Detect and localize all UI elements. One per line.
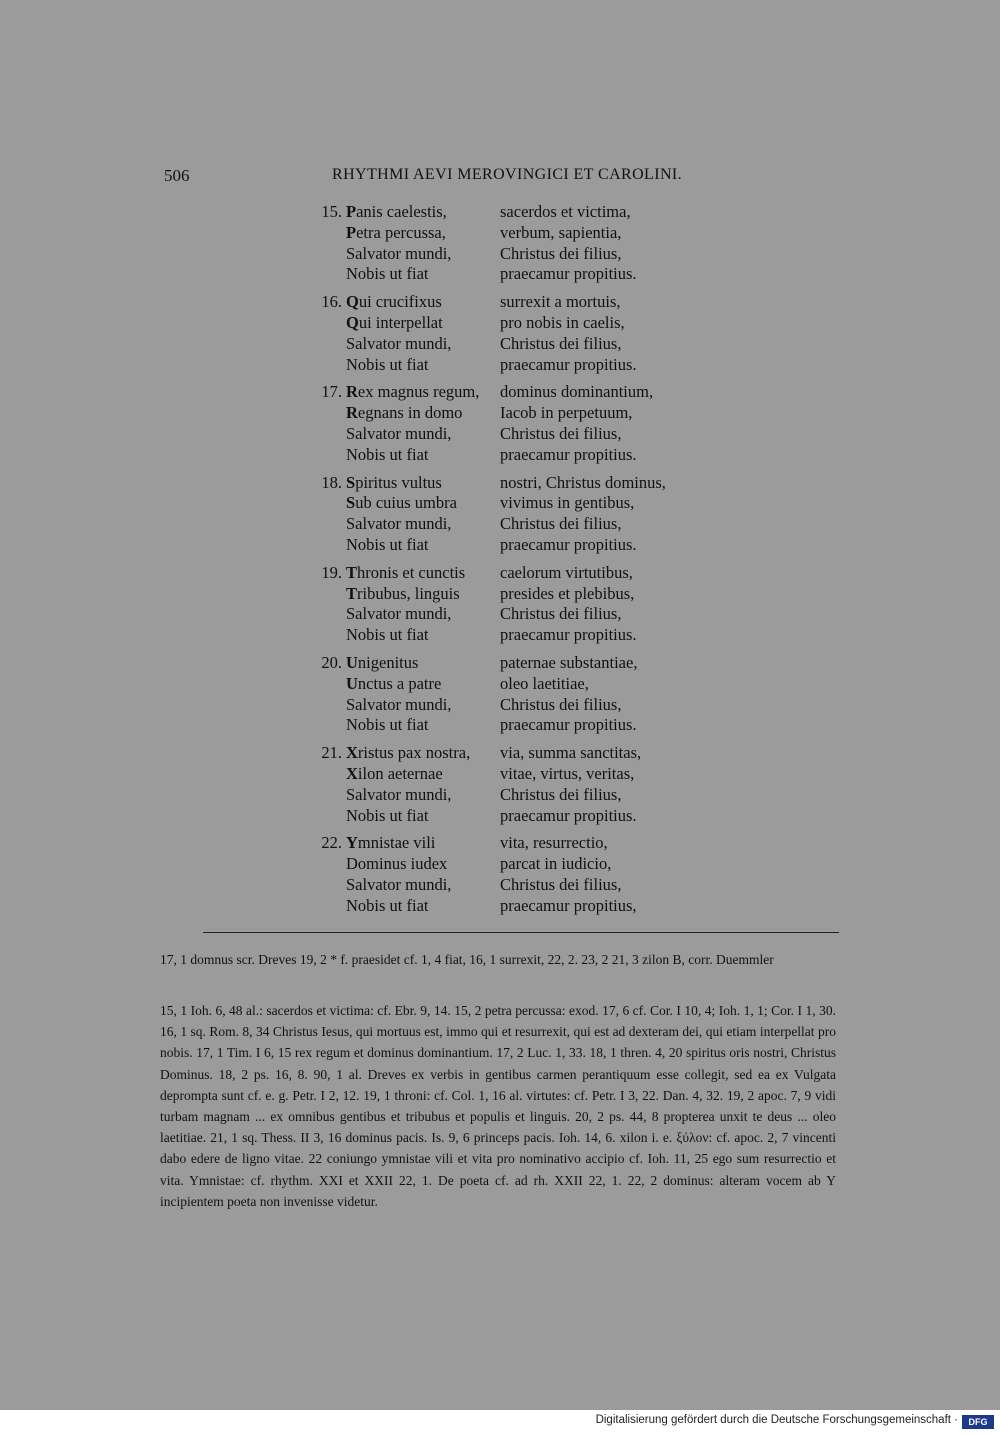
verse-left bbox=[346, 563, 465, 584]
page-number: 506 bbox=[164, 166, 190, 185]
verse-left bbox=[346, 493, 457, 514]
verse-line bbox=[300, 493, 720, 514]
verse-line bbox=[300, 223, 720, 244]
verse-right: parcat in iudicio, bbox=[500, 854, 612, 874]
verse-line bbox=[300, 355, 720, 376]
verse-left-text: Salvator mundi, bbox=[346, 423, 452, 443]
verse-left bbox=[346, 833, 435, 854]
verse-right: praecamur propitius. bbox=[500, 534, 637, 554]
verse-left-text: Nobis ut fiat bbox=[346, 444, 429, 464]
verse-right: pro nobis in caelis, bbox=[500, 312, 625, 332]
stanza-number: 18. bbox=[321, 472, 342, 492]
verse-line bbox=[300, 625, 720, 646]
verse-left bbox=[346, 292, 442, 313]
verse-right: verbum, sapientia, bbox=[500, 222, 622, 242]
verse-right: praecamur propitius. bbox=[500, 264, 637, 284]
verse-left bbox=[346, 806, 429, 827]
verse-left-text: Nobis ut fiat bbox=[346, 805, 429, 825]
verse-line bbox=[300, 445, 720, 466]
verse-right: surrexit a mortuis, bbox=[500, 292, 621, 312]
acrostic-initial: Y bbox=[346, 833, 358, 853]
verse-line bbox=[300, 896, 720, 917]
verse-left bbox=[346, 896, 429, 917]
verse-right: vitae, virtus, veritas, bbox=[500, 763, 635, 783]
verse-right: vivimus in gentibus, bbox=[500, 493, 635, 513]
verse-line bbox=[300, 264, 720, 285]
verse-left-text: Salvator mundi, bbox=[346, 243, 452, 263]
verse-left-text: Nobis ut fiat bbox=[346, 354, 429, 374]
verse-left-text: Salvator mundi, bbox=[346, 604, 452, 624]
verse-left-text: ribubus, linguis bbox=[357, 583, 460, 603]
verse-left-text: Nobis ut fiat bbox=[346, 715, 429, 735]
verse-left-text: Nobis ut fiat bbox=[346, 534, 429, 554]
verse-line bbox=[300, 695, 720, 716]
critical-apparatus: 17, 1 domnus scr. Dreves 19, 2 * f. praesidet cf. 1, 4 fiat, 16, 1 surrexit, 22, 2. 23, 2 21, 3 zilon B, corr. Duemmler bbox=[160, 952, 774, 967]
verse-left-text: ui crucifixus bbox=[358, 292, 442, 312]
stanza-number: 17. bbox=[321, 382, 342, 402]
verse-right: praecamur propitius. bbox=[500, 625, 637, 645]
verse-left bbox=[346, 854, 447, 875]
stanza bbox=[300, 563, 720, 646]
stanza-number: 22. bbox=[321, 833, 342, 853]
verse-left-text: ub cuius umbra bbox=[355, 493, 457, 513]
source-notes: 15, 1 Ioh. 6, 48 al.: sacerdos et victima: cf. Ebr. 9, 14. 15, 2 petra percussa: exod. 17, 6 cf. Cor. I 10, 4; Ioh. 1, 1; Cor. I 1, 30. 16, 1 sq. Rom. 8, 34 Christus Iesus, qui mortuus est, immo qui et resurrexit, qui est ad dexteram dei, qui etiam interpellat pro nobis. 17, 1 Tim. I 6, 15 rex regum et dominus dominantium. 17, 2 Luc. 1, 33. 18, 1 thren. 4, 20 spiritus oris nostri, Christus Dominus. 18, 2 ps. 16, 8. 90, 1 al. Dreves ex verbis in gentibus carmen perantiquum esse collegit, sed ea ex Vulgata deprompta sunt cf. e. g. Petr. I 2, 12. 19, 1 throni: cf. Col. 1, 16 al. virtutes: cf. Petr. I 3, 22. Dan. 4, 32. 19, 2 apoc. 7, 9 vidi turbam magnam ... ex omnibus gentibus et tribubus et populis et linguis. 20, 2 ps. 44, 8 propterea unxit te deus ... oleo laetitiae. 21, 1 sq. Thess. II 3, 16 dominus pacis. Is. 9, 6 princeps pacis. Ioh. 14, 6. xilon i. e. ξύλον: cf. apoc. 2, 7 vincenti dabo edere de ligno vitae. 22 coniungo ymnistae vili et vita pro nominativo accipio cf. Ioh. 11, 25 ego sum resurrectio et vita. Ymnistae: cf. rhythm. XXI et XXII 22, 1. De poeta cf. ad rh. XXII 22, 1. 22, 2 dominus: alteram vocem ab Y incipientem poeta non invenisse videtur. bbox=[160, 1003, 836, 1209]
stanza bbox=[300, 833, 720, 916]
verse-left-text: egnans in domo bbox=[357, 403, 463, 423]
verse-left bbox=[346, 715, 429, 736]
stanza bbox=[300, 292, 720, 375]
verse-left bbox=[346, 355, 429, 376]
digitization-footer bbox=[0, 1410, 1000, 1434]
verse-line bbox=[300, 334, 720, 355]
verse-left bbox=[346, 313, 443, 334]
acrostic-initial: S bbox=[346, 493, 356, 513]
verse-left bbox=[346, 695, 451, 716]
verse-line bbox=[300, 473, 720, 494]
verse-right: sacerdos et victima, bbox=[500, 202, 631, 221]
stanza bbox=[300, 653, 720, 736]
verse-right: via, summa sanctitas, bbox=[500, 743, 642, 763]
verse-right: vita, resurrectio, bbox=[500, 833, 608, 853]
verse-line bbox=[300, 764, 720, 785]
dfg-logo: DFG bbox=[962, 1415, 994, 1429]
verse-line bbox=[300, 292, 720, 313]
acrostic-initial: R bbox=[346, 403, 358, 423]
verse-left bbox=[346, 445, 429, 466]
verse-left-text: nctus a patre bbox=[357, 673, 442, 693]
acrostic-initial: T bbox=[346, 583, 358, 603]
stanza bbox=[300, 743, 720, 826]
verse-left bbox=[346, 674, 441, 695]
verse-left-text: etra percussa, bbox=[356, 222, 446, 242]
verse-left-text: anis caelestis, bbox=[356, 202, 447, 221]
verse-left bbox=[346, 604, 451, 625]
verse-right: praecamur propitius, bbox=[500, 895, 637, 915]
verse-left-text: nigenitus bbox=[357, 652, 419, 672]
verse-right: nostri, Christus dominus, bbox=[500, 472, 666, 492]
verse-left-text: Nobis ut fiat bbox=[346, 264, 429, 284]
stanza-number: 20. bbox=[321, 652, 342, 672]
verse-line bbox=[300, 653, 720, 674]
verse-line bbox=[300, 833, 720, 854]
verse-right: Christus dei filius, bbox=[500, 604, 622, 624]
verse-left-text: Salvator mundi, bbox=[346, 694, 452, 714]
verse-left bbox=[346, 625, 429, 646]
stanza-number: 21. bbox=[321, 743, 342, 763]
verse-right: Christus dei filius, bbox=[500, 694, 622, 714]
verse-left-text: hronis et cunctis bbox=[357, 562, 466, 582]
verse-right: praecamur propitius. bbox=[500, 354, 637, 374]
verse-left-text: Salvator mundi, bbox=[346, 784, 452, 804]
verse-line bbox=[300, 604, 720, 625]
verse-right: dominus dominantium, bbox=[500, 382, 654, 402]
verse-line bbox=[300, 563, 720, 584]
verse-left-text: ristus pax nostra, bbox=[357, 743, 471, 763]
verse-left bbox=[346, 653, 418, 674]
verse-right: Christus dei filius, bbox=[500, 243, 622, 263]
verse-left-text: Nobis ut fiat bbox=[346, 895, 429, 915]
verse-left bbox=[346, 473, 442, 494]
acrostic-initial: T bbox=[346, 562, 358, 582]
acrostic-initial: Q bbox=[346, 312, 359, 332]
verse-left bbox=[346, 764, 443, 785]
verse-right: caelorum virtutibus, bbox=[500, 562, 633, 582]
verse-left-text: ui interpellat bbox=[358, 312, 443, 332]
funding-note: Digitalisierung gefördert durch die Deutsche Forschungsgemeinschaft · bbox=[595, 1414, 958, 1426]
verse-left-text: Dominus iudex bbox=[346, 854, 448, 874]
verse-left bbox=[346, 382, 479, 403]
acrostic-initial: P bbox=[346, 222, 357, 242]
verse-left bbox=[346, 244, 451, 265]
verse-line bbox=[300, 875, 720, 896]
stanza bbox=[300, 382, 720, 465]
verse-right: oleo laetitiae, bbox=[500, 673, 589, 693]
verse-line bbox=[300, 806, 720, 827]
footnote-rule bbox=[203, 932, 839, 933]
verse-left-text: ex magnus regum, bbox=[357, 382, 480, 402]
verse-left bbox=[346, 403, 462, 424]
stanza bbox=[300, 202, 720, 285]
stanza-number: 19. bbox=[321, 562, 342, 582]
verse-left bbox=[346, 202, 447, 223]
verse-line bbox=[300, 313, 720, 334]
stanza-number: 16. bbox=[321, 292, 342, 312]
acrostic-initial: S bbox=[346, 472, 356, 492]
acrostic-initial: X bbox=[346, 743, 358, 763]
acrostic-initial: Q bbox=[346, 292, 359, 312]
verse-right: Christus dei filius, bbox=[500, 514, 622, 534]
verse-line bbox=[300, 674, 720, 695]
verse-right: presides et plebibus, bbox=[500, 583, 635, 603]
verse-line bbox=[300, 854, 720, 875]
verse-left-text: mnistae vili bbox=[357, 833, 436, 853]
verse-left bbox=[346, 424, 451, 445]
verse-right: praecamur propitius. bbox=[500, 805, 637, 825]
verse-left bbox=[346, 514, 451, 535]
acrostic-initial: P bbox=[346, 202, 357, 221]
acrostic-initial: U bbox=[346, 652, 358, 672]
verse-left bbox=[346, 264, 429, 285]
verse-line bbox=[300, 514, 720, 535]
acrostic-initial: X bbox=[346, 763, 358, 783]
verse-line bbox=[300, 403, 720, 424]
verse-left bbox=[346, 584, 460, 605]
verse-left bbox=[346, 535, 429, 556]
verse-right: Christus dei filius, bbox=[500, 784, 622, 804]
verse-line bbox=[300, 535, 720, 556]
poem-stanzas bbox=[300, 202, 720, 924]
verse-right: praecamur propitius. bbox=[500, 444, 637, 464]
acrostic-initial: U bbox=[346, 673, 358, 693]
verse-left bbox=[346, 875, 451, 896]
verse-left-text: Salvator mundi, bbox=[346, 514, 452, 534]
verse-line bbox=[300, 382, 720, 403]
verse-left bbox=[346, 743, 470, 764]
verse-left-text: Salvator mundi, bbox=[346, 874, 452, 894]
verse-right: Christus dei filius, bbox=[500, 423, 622, 443]
stanza-number: 15. bbox=[321, 202, 342, 221]
verse-line bbox=[300, 743, 720, 764]
verse-left-text: ilon aeternae bbox=[357, 763, 443, 783]
verse-line bbox=[300, 584, 720, 605]
verse-line bbox=[300, 715, 720, 736]
verse-right: praecamur propitius. bbox=[500, 715, 637, 735]
verse-right: Christus dei filius, bbox=[500, 874, 622, 894]
running-title: RHYTHMI AEVI MEROVINGICI ET CAROLINI. bbox=[332, 166, 683, 183]
verse-line bbox=[300, 244, 720, 265]
verse-right: paternae substantiae, bbox=[500, 652, 638, 672]
verse-right: Christus dei filius, bbox=[500, 333, 622, 353]
verse-left bbox=[346, 785, 451, 806]
stanza bbox=[300, 473, 720, 556]
verse-left bbox=[346, 334, 451, 355]
verse-left-text: piritus vultus bbox=[355, 472, 442, 492]
verse-right: Iacob in perpetuum, bbox=[500, 403, 633, 423]
verse-line bbox=[300, 785, 720, 806]
verse-left-text: Nobis ut fiat bbox=[346, 625, 429, 645]
acrostic-initial: R bbox=[346, 382, 358, 402]
verse-left bbox=[346, 223, 446, 244]
verse-line bbox=[300, 424, 720, 445]
verse-line bbox=[300, 202, 720, 223]
verse-left-text: Salvator mundi, bbox=[346, 333, 452, 353]
